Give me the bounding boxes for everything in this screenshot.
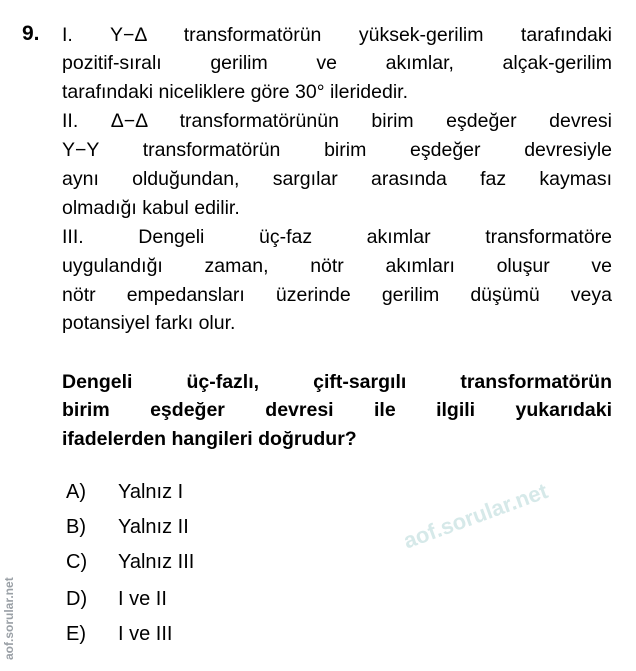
option-text: I ve II — [118, 588, 167, 610]
statement-line: pozitif-sıralı gerilim ve akımlar, alçak-gerilim — [62, 52, 612, 74]
statement-line: uygulandığı zaman, nötr akımları oluşur ve — [62, 255, 612, 277]
option-letter: D) — [66, 588, 88, 610]
option-letter: E) — [66, 623, 86, 645]
option-text: I ve III — [118, 623, 173, 645]
statement-line: potansiyel farkı olur. — [62, 312, 236, 334]
question-prompt: ifadelerden hangileri doğrudur? — [62, 428, 357, 450]
statement-line: nötr empedansları üzerinde gerilim düşümü veya — [62, 284, 612, 306]
option-letter: A) — [66, 481, 86, 503]
statement-line: olmadığı kabul edilir. — [62, 197, 240, 219]
question-number: 9. — [22, 22, 40, 45]
question-prompt: birim eşdeğer devresi ile ilgili yukarıdaki — [62, 399, 612, 421]
side-watermark: aof.sorular.net — [2, 577, 16, 660]
statement-line: aynı olduğundan, sargılar arasında faz kayması — [62, 168, 612, 190]
statement-line: II. Δ−Δ transformatörünün birim eşdeğer devresi — [62, 110, 612, 132]
option-letter: B) — [66, 516, 86, 538]
option-text: Yalnız III — [118, 551, 195, 573]
option-text: Yalnız II — [118, 516, 189, 538]
statement-line: tarafındaki niceliklere göre 30° ileridedir. — [62, 81, 408, 103]
statement-line: I. Y−Δ transformatörün yüksek-gerilim tarafındaki — [62, 24, 612, 46]
option-letter: C) — [66, 551, 88, 573]
question-prompt: Dengeli üç-fazlı, çift-sargılı transformatörün — [62, 371, 612, 393]
option-text: Yalnız I — [118, 481, 184, 503]
watermark: aof.sorular.net — [400, 478, 552, 554]
statement-line: Y−Y transformatörün birim eşdeğer devresiyle — [62, 139, 612, 161]
statement-line: III. Dengeli üç-faz akımlar transformatöre — [62, 226, 612, 248]
